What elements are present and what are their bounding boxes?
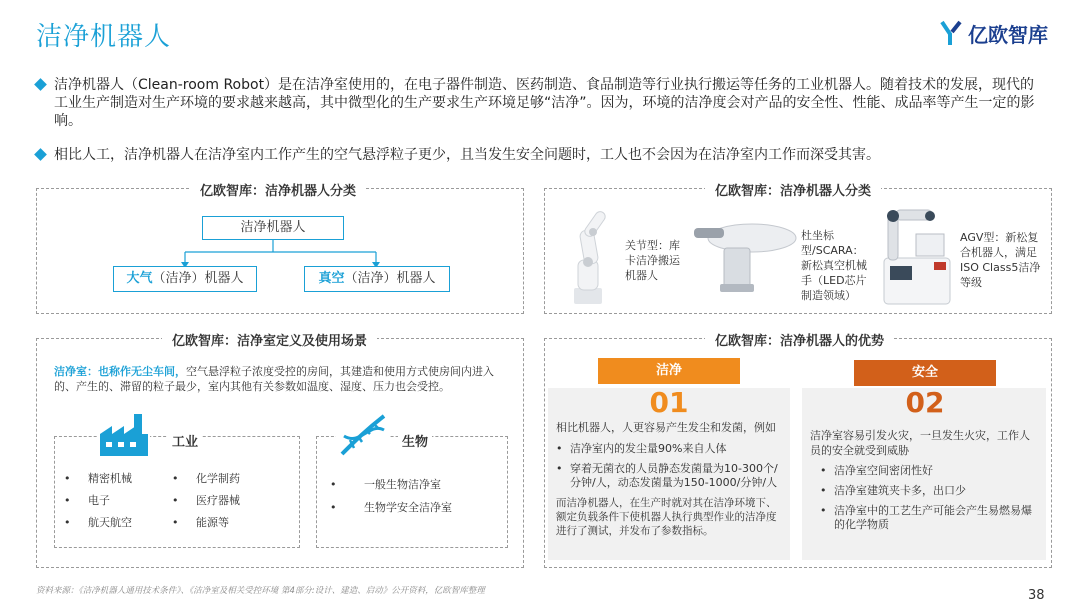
classification-panel-title: 亿欧智库：洁净机器人分类 xyxy=(190,180,366,199)
list-item: • 洁净室中的工艺生产可能会产生易燃易爆的化学物质 xyxy=(820,504,1040,532)
list-item: • 能源等 xyxy=(172,516,282,530)
bio-list xyxy=(330,478,500,523)
advantage-safety-intro: 洁净室容易引发火灾，一旦发生火灾，工作人员的安全就受到威胁 xyxy=(810,429,1030,457)
list-item: • 电子 xyxy=(64,494,154,508)
factory-icon xyxy=(98,412,150,458)
robot-types-panel-title: 亿欧智库：洁净机器人分类 xyxy=(705,180,881,199)
list-item: • 洁净室空间密闭性好 xyxy=(820,464,1040,478)
bio-label: 生物 xyxy=(398,431,432,450)
advantage-clean-list xyxy=(556,442,784,496)
agv-composite-robot-image xyxy=(876,200,958,308)
intro-bullet-1: 洁净机器人（Clean-room Robot）是在洁净室使用的，在电子器件制造、医药制造、食品制造等行业执行搬运等任务的工业机器人。随着技术的发展，现代的工业生产制造对生产环境的要求越来越高，其中微型化的生产要求生产环境足够“洁净”。因为，环境的洁净度会对产品的安全性、性能、成品率等产生一定的影响。 xyxy=(36,76,1046,130)
page-title: 洁净机器人 xyxy=(36,22,172,52)
robot-type-agv-label: AGV型：新松复合机器人，满足ISO Class5洁净等级 xyxy=(960,231,1041,289)
robot-type-scara-label: 杜坐标型/SCARA：新松真空机械手（LED芯片制造领域） xyxy=(801,229,867,302)
list-item: • 医疗器械 xyxy=(172,494,282,508)
advantages-panel-title: 亿欧智库：洁净机器人的优势 xyxy=(705,330,894,349)
tree-node-vacuum: 真空（洁净）机器人 xyxy=(304,266,450,292)
advantage-number-02: 02 xyxy=(905,386,945,419)
industry-list-col1 xyxy=(64,472,154,538)
cleanroom-definition-text: 洁净室：也称作无尘车间，空气悬浮粒子浓度受控的房间，其建造和使用方式使房间内进入的、产生的、滞留的粒子最少，室内其他有关参数如温度、湿度、压力也会受控。 xyxy=(54,365,494,393)
scara-vacuum-robot-image xyxy=(690,212,798,296)
robot-type-articulated-label: 关节型：库卡洁净搬运机器人 xyxy=(625,239,680,282)
advantage-safety-list xyxy=(820,464,1040,540)
tree-node-atmospheric: 大气（洁净）机器人 xyxy=(113,266,257,292)
list-item: • 化学制药 xyxy=(172,472,282,486)
list-item: • 生物学安全洁净室 xyxy=(330,501,500,515)
list-item: • 一般生物洁净室 xyxy=(330,478,500,492)
definition-panel-title: 亿欧智库：洁净室定义及使用场景 xyxy=(162,330,377,349)
brand-logo xyxy=(940,18,1048,48)
dna-icon xyxy=(336,410,390,460)
advantage-clean-outro: 而洁净机器人，在生产时就对其在洁净环境下、额定负载条件下使机器人执行典型作业的洁净度进行了测试，并发布了参数指标。 xyxy=(556,497,777,537)
list-item: • 洁净室内的发尘量90%来自人体 xyxy=(556,442,784,456)
advantage-number-01: 01 xyxy=(649,386,689,419)
list-item: • 穿着无菌衣的人员静态发菌量为10-300个/分钟/人，动态发菌量为150-1000/分钟/人 xyxy=(556,462,784,490)
intro-bullet-2: 相比人工，洁净机器人在洁净室内工作产生的空气悬浮粒子更少，且当发生安全问题时，工人也不会因为在洁净室内工作而深受其害。 xyxy=(36,146,1046,164)
logo-text: 亿欧智库 xyxy=(968,22,1048,47)
industry-label: 工业 xyxy=(168,431,202,450)
advantage-badge-safety: 安全 xyxy=(854,360,996,386)
articulated-robot-arm-image xyxy=(560,200,622,308)
list-item: • 精密机械 xyxy=(64,472,154,486)
logo-mark-icon xyxy=(940,20,962,46)
industry-list-col2 xyxy=(172,472,282,538)
list-item: • 洁净室建筑夹卡多，出口少 xyxy=(820,484,1040,498)
source-note: 资料来源：《洁净机器人通用技术条件》、《洁净室及相关受控环境 第4部分:设计、建造、启动》公开资料，亿欧智库整理 xyxy=(36,586,485,596)
tree-root-box: 洁净机器人 xyxy=(202,216,344,240)
advantage-clean-intro: 相比机器人，人更容易产生发尘和发菌，例如 xyxy=(556,421,776,434)
advantage-badge-clean: 洁净 xyxy=(598,358,740,384)
page-number: 38 xyxy=(1028,588,1045,603)
tree-connector xyxy=(180,240,420,268)
list-item: • 航天航空 xyxy=(64,516,154,530)
